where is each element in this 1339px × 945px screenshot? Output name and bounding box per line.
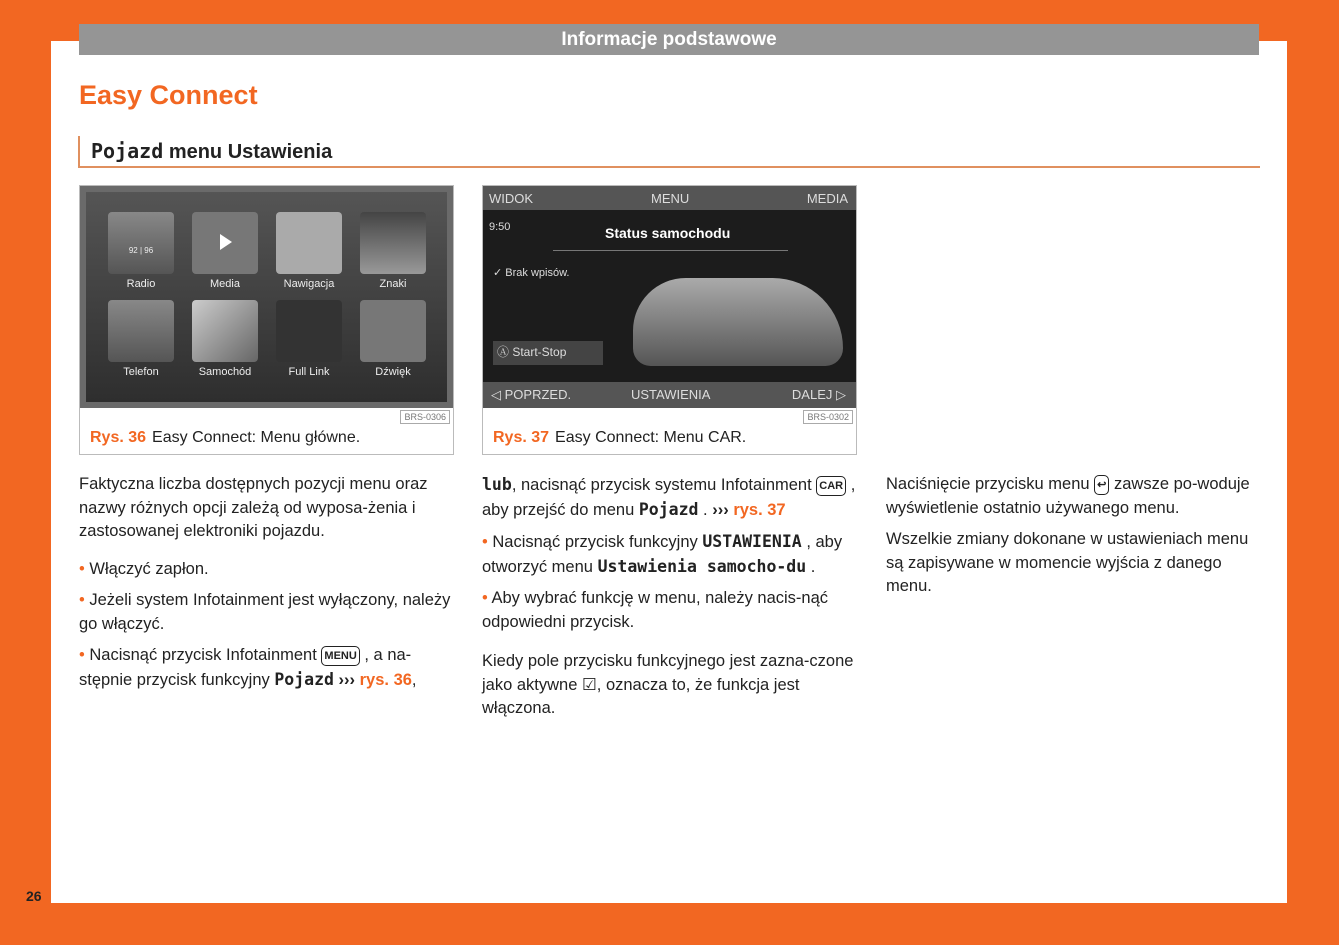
figure-36 (79, 185, 454, 455)
section-header: Informacje podstawowe (79, 24, 1259, 55)
car-image (633, 278, 843, 366)
tab-media: MEDIA (806, 191, 848, 206)
figure-caption: Rys. 37 Easy Connect: Menu CAR. (493, 429, 747, 446)
checkbox-checked-icon: ☑ (581, 675, 597, 694)
paragraph: Wszelkie zmiany dokonane w ustawieniach menu są zapisywane w momencie wyjścia z danego menu. (886, 530, 1249, 595)
tile-label: Radio (126, 278, 156, 290)
page-title: Easy Connect (79, 80, 258, 110)
subtitle (78, 136, 1260, 168)
figure-caption: Rys. 36 Easy Connect: Menu główne. (90, 429, 361, 446)
figure-code: BRS-0302 (803, 410, 853, 424)
tile-navigation (276, 212, 342, 274)
start-stop-button: Ⓐ Start-Stop (493, 341, 603, 365)
bullet: • Włączyć zapłon. (79, 559, 209, 578)
tile-label: Dźwięk (375, 366, 411, 378)
bullet: • Nacisnąć przycisk funkcyjny USTAWIENIA , aby otworzyć menu Ustawienia samocho-du . (482, 532, 843, 576)
paragraph: Kiedy pole przycisku funkcyjnego jest zazna-czone jako aktywne ☑, oznacza to, że funkcja jest włączona. (482, 652, 854, 717)
car-menu-screen (483, 186, 856, 408)
back-key-icon: ↩ (1094, 475, 1109, 495)
paragraph: Faktyczna liczba dostępnych pozycji menu oraz nazwy różnych opcji zależą od wyposa-żenia i zastosowanej elektroniki pojazdu. (79, 475, 428, 540)
page-number: 26 (26, 888, 42, 904)
subtitle-mono: Pojazd (91, 139, 164, 163)
column-3 (886, 473, 1251, 607)
main-menu-screen (80, 186, 453, 408)
figure-37 (482, 185, 857, 455)
settings-button: USTAWIENIA (631, 387, 711, 402)
paragraph: lub, nacisnąć przycisk systemu Infotainment CAR , aby przejść do menu Pojazd . ››› rys. 37 (482, 475, 856, 519)
tile-full-link (276, 300, 342, 362)
tile-label: Samochód (198, 366, 252, 378)
tile-phone (108, 300, 174, 362)
tab-widok: WIDOK (489, 191, 534, 206)
subtitle-rest: menu Ustawienia (168, 141, 333, 163)
tile-label: Telefon (123, 366, 159, 378)
screen-heading: Status samochodu (605, 225, 731, 241)
column-2 (482, 473, 856, 729)
tile-media (192, 212, 258, 274)
tile-sound (360, 300, 426, 362)
bullet: • Jeżeli system Infotainment jest wyłączony, należy go włączyć. (79, 591, 451, 633)
play-icon (220, 234, 232, 250)
paragraph: Naciśnięcie przycisku menu ↩ zawsze po-woduje wyświetlenie ostatnio używanego menu. (886, 475, 1250, 517)
bullet: • Nacisnąć przycisk Infotainment MENU , a na-stępnie przycisk funkcyjny Pojazd ››› rys. 36, (79, 646, 417, 689)
column-1 (79, 473, 451, 700)
tab-menu: MENU (651, 191, 690, 206)
figure-code: BRS-0306 (400, 410, 450, 424)
next-button: DALEJ ▷ (791, 387, 846, 402)
tile-signs (360, 212, 426, 274)
tile-car (192, 300, 258, 362)
tile-label: Media (210, 278, 240, 290)
clock: 9:50 (489, 221, 511, 233)
tile-label: Nawigacja (283, 278, 335, 290)
status-line: ✓ Brak wpisów. (493, 267, 570, 279)
bullet: • Aby wybrać funkcję w menu, należy nacis-nąć odpowiedni przycisk. (482, 589, 829, 631)
menu-key-icon: MENU (321, 646, 359, 666)
page (51, 41, 1287, 903)
tile-label: Full Link (288, 366, 330, 378)
prev-button: ◁ POPRZED. (491, 387, 572, 402)
car-key-icon: CAR (816, 476, 846, 496)
tile-label: Znaki (379, 278, 407, 290)
tile-radio: 92 | 96 (108, 212, 174, 274)
